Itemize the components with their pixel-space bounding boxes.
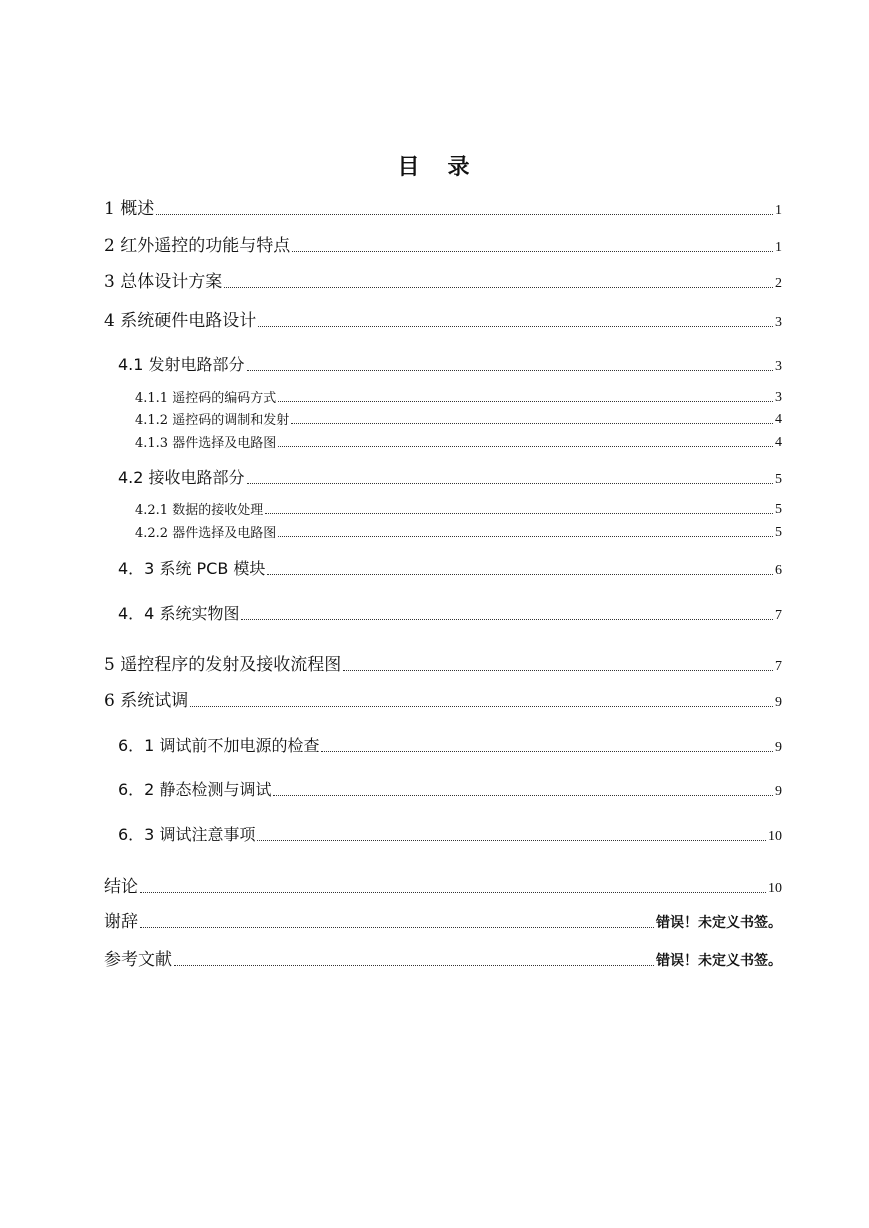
toc-title — [0, 150, 869, 181]
toc-entry-4-1[interactable] — [118, 352, 782, 375]
toc-title-char-1: 目 — [397, 155, 422, 180]
toc-page-number: 5 — [775, 472, 782, 487]
toc-entry-label: 4.2.1 数据的接收处理 — [135, 503, 264, 518]
toc-entry-label: 5 遥控程序的发射及接收流程图 — [104, 655, 342, 675]
toc-leader — [278, 401, 773, 402]
toc-page-number: 10 — [768, 829, 782, 844]
toc-entry-label: 6 系统试调 — [104, 691, 189, 711]
toc-entry-2[interactable] — [104, 231, 782, 256]
toc-entry-5[interactable] — [104, 650, 782, 675]
toc-entry-4-1-1[interactable] — [135, 387, 782, 406]
toc-bookmark-error: 错误！未定义书签。 — [656, 954, 782, 969]
toc-entry-label: 6．3 调试注意事项 — [118, 825, 256, 844]
toc-entry-label: 4.1.2 遥控码的调制和发射 — [135, 413, 290, 428]
toc-entry-label: 结论 — [104, 877, 138, 897]
toc-entry-label: 6．1 调试前不加电源的检查 — [118, 736, 320, 755]
toc-entry-acknowledgements[interactable] — [104, 907, 782, 932]
toc-leader — [267, 574, 773, 575]
toc-page-number: 2 — [775, 276, 782, 291]
toc-entry-label: 4.1.3 器件选择及电路图 — [135, 436, 277, 451]
toc-entry-label: 1 概述 — [104, 199, 155, 219]
toc-leader — [156, 214, 773, 215]
toc-leader — [292, 251, 773, 252]
toc-entry-4-2-2[interactable] — [135, 522, 782, 541]
toc-page-number: 7 — [775, 608, 782, 623]
toc-entry-6-2[interactable] — [118, 777, 782, 800]
toc-entry-label: 参考文献 — [104, 950, 172, 970]
toc-page-number: 9 — [775, 784, 782, 799]
toc-entry-6-3[interactable] — [118, 822, 782, 845]
toc-leader — [343, 670, 773, 671]
toc-leader — [174, 965, 654, 966]
toc-leader — [291, 423, 773, 424]
toc-page-number: 1 — [775, 240, 782, 255]
toc-leader — [140, 927, 654, 928]
toc-leader — [258, 326, 773, 327]
toc-entry-6-1[interactable] — [118, 733, 782, 756]
toc-leader — [278, 446, 773, 447]
toc-entry-conclusion[interactable] — [104, 872, 782, 897]
toc-page-number: 5 — [775, 525, 782, 540]
toc-entry-label: 3 总体设计方案 — [104, 272, 223, 292]
toc-entry-label: 谢辞 — [104, 912, 138, 932]
toc-bookmark-error: 错误！未定义书签。 — [656, 916, 782, 931]
toc-page-number: 3 — [775, 390, 782, 405]
toc-page-number: 3 — [775, 359, 782, 374]
toc-entry-label: 2 红外遥控的功能与特点 — [104, 236, 291, 256]
toc-entry-label: 4．4 系统实物图 — [118, 604, 240, 623]
toc-leader — [273, 795, 773, 796]
toc-entry-label: 6．2 静态检测与调试 — [118, 780, 272, 799]
toc-entry-references[interactable] — [104, 945, 782, 970]
toc-entry-4-2-1[interactable] — [135, 499, 782, 518]
toc-entry-4-3[interactable] — [118, 556, 782, 579]
toc-title-char-2: 录 — [447, 155, 472, 180]
toc-entry-label: 4.1.1 遥控码的编码方式 — [135, 391, 277, 406]
toc-entry-6[interactable] — [104, 686, 782, 711]
toc-page-number: 9 — [775, 695, 782, 710]
toc-leader — [247, 370, 773, 371]
toc-page-number: 1 — [775, 203, 782, 218]
toc-page-number: 3 — [775, 315, 782, 330]
toc-leader — [140, 892, 766, 893]
toc-entry-label: 4.2 接收电路部分 — [118, 468, 245, 487]
toc-entry-label: 4 系统硬件电路设计 — [104, 311, 257, 331]
toc-leader — [224, 287, 773, 288]
toc-leader — [247, 483, 773, 484]
toc-entry-label: 4.1 发射电路部分 — [118, 355, 245, 374]
toc-leader — [278, 536, 773, 537]
toc-entry-label: 4．3 系统 PCB 模块 — [118, 559, 266, 578]
toc-entry-4-1-2[interactable] — [135, 409, 782, 428]
toc-page-number: 4 — [775, 435, 782, 450]
toc-entry-4-4[interactable] — [118, 601, 782, 624]
toc-entry-1[interactable] — [104, 194, 782, 219]
toc-leader — [321, 751, 773, 752]
toc-entry-label: 4.2.2 器件选择及电路图 — [135, 526, 277, 541]
toc-entry-4[interactable] — [104, 306, 782, 331]
toc-leader — [241, 619, 773, 620]
toc-page-number: 7 — [775, 659, 782, 674]
toc-entry-4-2[interactable] — [118, 465, 782, 488]
toc-leader — [257, 840, 766, 841]
toc-entry-4-1-3[interactable] — [135, 432, 782, 451]
toc-leader — [265, 513, 773, 514]
toc-page-number: 5 — [775, 502, 782, 517]
toc-page-number: 4 — [775, 412, 782, 427]
toc-page-number: 6 — [775, 563, 782, 578]
toc-page-number: 10 — [768, 881, 782, 896]
toc-entry-3[interactable] — [104, 267, 782, 292]
toc-leader — [190, 706, 773, 707]
toc-page-number: 9 — [775, 740, 782, 755]
